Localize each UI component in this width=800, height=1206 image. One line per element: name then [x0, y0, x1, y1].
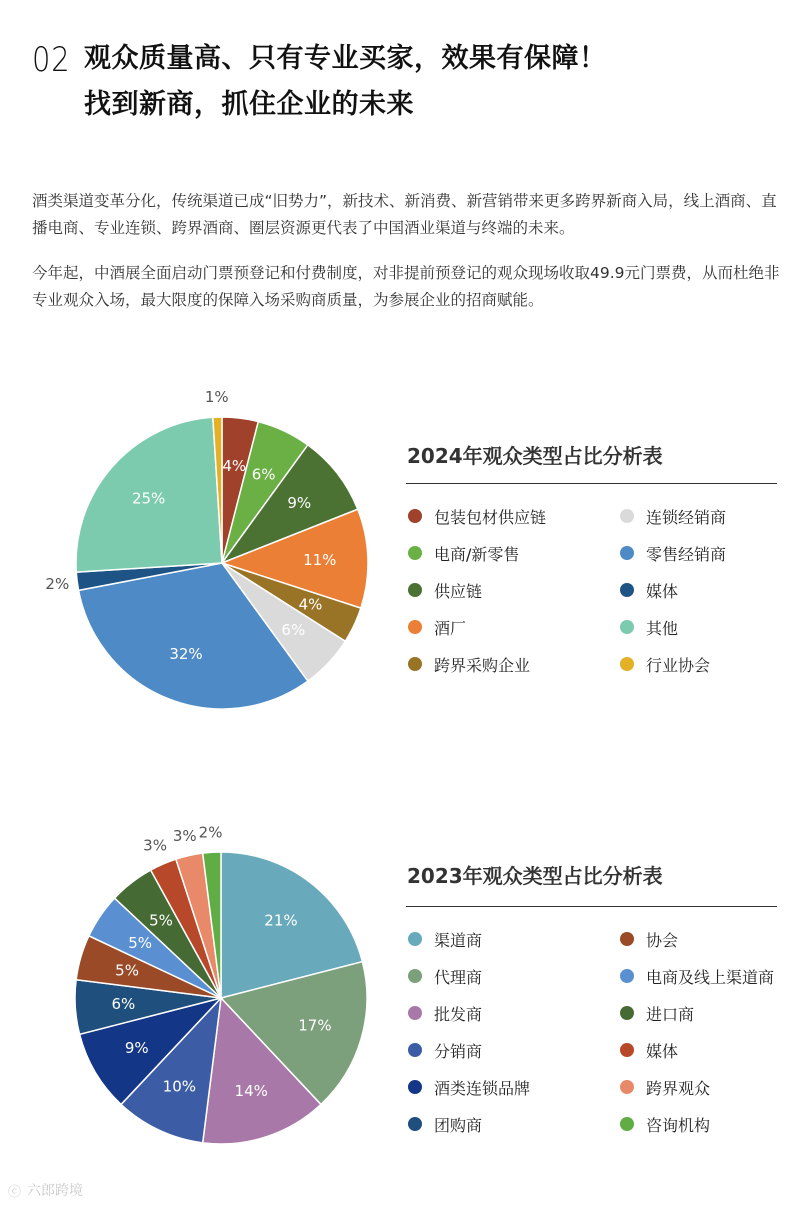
- pie-label-供应链: 9%: [287, 494, 312, 513]
- pie-label-咨询机构: 2%: [198, 823, 223, 842]
- legend-swatch: [408, 932, 422, 946]
- legend-label: 酒类连锁品牌: [434, 1078, 531, 1098]
- legend-swatch: [408, 509, 422, 523]
- legend-label: 分销商: [434, 1041, 483, 1061]
- legend-swatch: [620, 1006, 634, 1020]
- legend-item-批发商: [408, 1002, 482, 1024]
- legend-item-电商-新零售: [408, 542, 519, 564]
- legend-item-电商及线上渠道商: [620, 965, 774, 987]
- legend-swatch: [408, 546, 422, 560]
- legend-item-酒厂: [408, 616, 466, 638]
- legend-item-供应链: [408, 579, 482, 601]
- legend-label: 供应链: [434, 581, 483, 601]
- pie-label-连锁经销商: 6%: [281, 620, 306, 639]
- legend-swatch: [620, 1080, 634, 1094]
- legend-item-连锁经销商: [620, 505, 726, 527]
- pie-label-协会: 5%: [115, 961, 139, 980]
- legend-item-酒类连锁品牌: [408, 1076, 530, 1098]
- legend-item-零售经销商: [620, 542, 726, 564]
- legend-swatch: [408, 583, 422, 597]
- section-number: 02: [32, 40, 71, 80]
- legend-label: 代理商: [434, 967, 483, 987]
- pie-label-分销商: 10%: [162, 1077, 197, 1096]
- pie-label-团购商: 6%: [111, 995, 136, 1014]
- pie-label-行业协会: 1%: [204, 388, 229, 407]
- chart-divider-2023: [406, 906, 777, 907]
- pie-label-媒体: 3%: [143, 836, 167, 855]
- legend-label: 酒厂: [434, 618, 467, 638]
- c-logo-icon: ⓒ: [8, 1184, 22, 1200]
- legend-item-媒体: [620, 579, 678, 601]
- legend-label: 跨界采购企业: [434, 655, 531, 675]
- legend-label: 电商及线上渠道商: [646, 967, 775, 987]
- legend-item-其他: [620, 616, 678, 638]
- pie-label-其他: 25%: [131, 489, 166, 508]
- legend-item-渠道商: [408, 928, 482, 950]
- legend-swatch: [620, 509, 634, 523]
- pie-label-电商及线上渠道商: 5%: [128, 934, 152, 953]
- intro-paragraph-1: 酒类渠道变革分化，传统渠道已成“旧势力”，新技术、新消费、新营销带来更多跨界新商入局，线上酒商、直播电商、专业连锁、跨界酒商、圈层资源更代表了中国酒业渠道与终端的未来。: [32, 192, 777, 237]
- chart-title-2023: 2023年观众类型占比分析表: [407, 864, 663, 888]
- legend-item-代理商: [408, 965, 482, 987]
- legend-label: 渠道商: [434, 930, 483, 950]
- legend-label: 包装包材供应链: [434, 507, 547, 527]
- legend-swatch: [620, 969, 634, 983]
- legend-item-行业协会: [620, 653, 710, 675]
- legend-label: 咨询机构: [646, 1115, 711, 1135]
- pie-label-跨界采购企业: 4%: [298, 595, 323, 614]
- legend-swatch: [620, 620, 634, 634]
- pie-chart-2023: [0, 800, 400, 1160]
- legend-swatch: [408, 969, 422, 983]
- legend-swatch: [408, 1080, 422, 1094]
- page-title-line-2: 找到新商，抓住企业的未来: [84, 89, 414, 120]
- watermark: [8, 1180, 83, 1200]
- legend-label: 进口商: [646, 1004, 695, 1024]
- legend-swatch: [408, 657, 422, 671]
- legend-swatch: [408, 1117, 422, 1131]
- legend-swatch: [620, 546, 634, 560]
- chart-divider-2024: [406, 483, 777, 484]
- pie-label-包装包材供应链: 4%: [222, 456, 247, 475]
- legend-label: 电商/新零售: [434, 544, 520, 564]
- legend-label: 媒体: [646, 1041, 679, 1061]
- legend-swatch: [620, 932, 634, 946]
- pie-label-进口商: 5%: [149, 911, 173, 930]
- legend-label: 行业协会: [646, 655, 711, 675]
- pie-label-渠道商: 21%: [264, 911, 298, 930]
- pie-label-零售经销商: 32%: [169, 644, 203, 663]
- pie-label-跨界观众: 3%: [172, 826, 197, 845]
- legend-item-协会: [620, 928, 678, 950]
- pie-label-批发商: 14%: [234, 1082, 268, 1101]
- legend-label: 批发商: [434, 1004, 483, 1024]
- legend-item-分销商: [408, 1039, 482, 1061]
- legend-swatch: [408, 1006, 422, 1020]
- watermark-text: 六郎跨境: [27, 1183, 84, 1199]
- intro-paragraph-2: 今年起，中酒展全面启动门票预登记和付费制度，对非提前预登记的观众现场收取49.9元门票费，从而杜绝非专业观众入场，最大限度的保障入场采购商质量，为参展企业的招商赋能。: [32, 264, 780, 309]
- pie-label-媒体: 2%: [45, 574, 70, 593]
- legend-label: 媒体: [646, 581, 679, 601]
- page-title-line-1: 观众质量高、只有专业买家，效果有保障！: [84, 43, 607, 74]
- legend-label: 跨界观众: [646, 1078, 711, 1098]
- legend-swatch: [620, 1117, 634, 1131]
- legend-label: 团购商: [434, 1115, 483, 1135]
- legend-swatch: [620, 1043, 634, 1057]
- legend-item-团购商: [408, 1113, 482, 1135]
- pie-label-电商-新零售: 6%: [251, 465, 276, 484]
- legend-label: 零售经销商: [646, 544, 727, 564]
- pie-label-代理商: 17%: [298, 1016, 332, 1035]
- legend-item-包装包材供应链: [408, 505, 546, 527]
- legend-item-媒体: [620, 1039, 678, 1061]
- legend-swatch: [408, 1043, 422, 1057]
- legend-label: 连锁经销商: [646, 507, 727, 527]
- pie-chart-2024: [0, 370, 400, 730]
- pie-label-酒厂: 11%: [303, 550, 337, 569]
- legend-item-跨界采购企业: [408, 653, 530, 675]
- legend-label: 其他: [646, 618, 679, 638]
- legend-swatch: [620, 657, 634, 671]
- pie-label-酒类连锁品牌: 9%: [124, 1038, 149, 1057]
- legend-swatch: [620, 583, 634, 597]
- legend-swatch: [408, 620, 422, 634]
- legend-label: 协会: [646, 930, 679, 950]
- legend-item-跨界观众: [620, 1076, 710, 1098]
- chart-title-2024: 2024年观众类型占比分析表: [407, 444, 663, 468]
- legend-item-进口商: [620, 1002, 694, 1024]
- legend-item-咨询机构: [620, 1113, 710, 1135]
